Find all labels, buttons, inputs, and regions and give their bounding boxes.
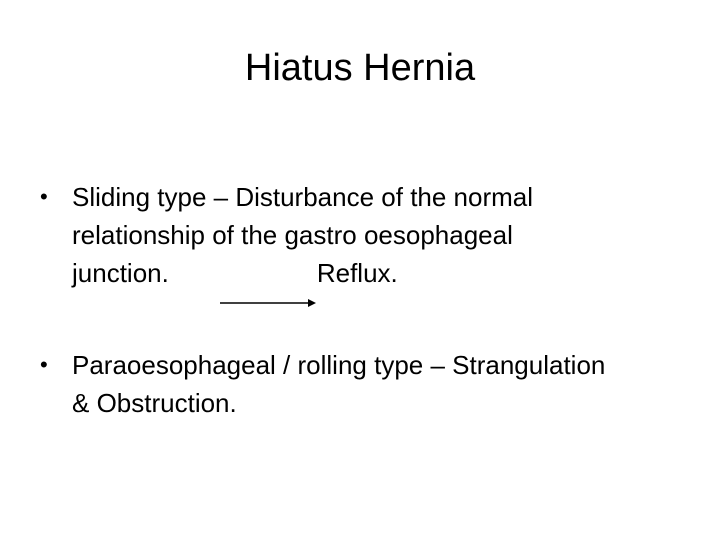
bullet-marker: • <box>40 352 48 377</box>
bullet-line: & Obstruction. <box>72 388 237 418</box>
slide-title: Hiatus Hernia <box>244 47 476 89</box>
junction-text: junction. <box>72 258 169 288</box>
bullet-list <box>40 178 700 422</box>
bullet-marker: • <box>40 184 48 209</box>
bullet-sliding-type <box>40 178 700 292</box>
right-arrow-icon <box>220 294 316 312</box>
reflux-text: Reflux. <box>316 258 398 288</box>
bullet-line: relationship of the gastro oesophageal <box>72 220 513 250</box>
bullet-line: Sliding type – Disturbance of the normal <box>72 182 534 212</box>
bullet-line: Paraoesophageal / rolling type – Strangulation <box>72 350 606 380</box>
bullet-paraoesophageal-type <box>40 346 700 422</box>
bullet-line-with-arrow <box>72 254 700 292</box>
